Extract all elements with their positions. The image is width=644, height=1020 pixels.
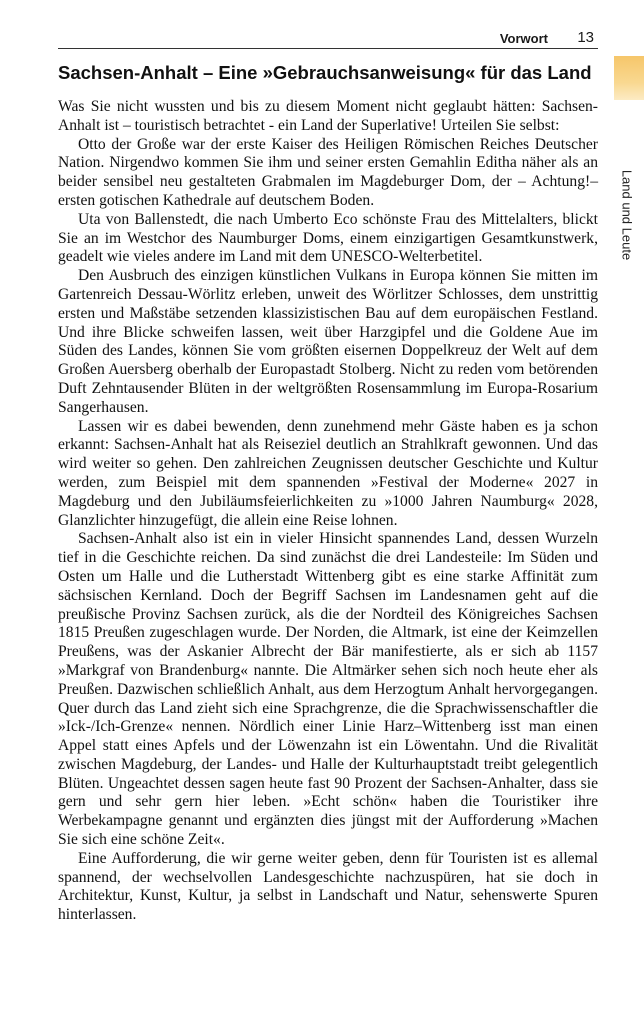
chapter-side-label <box>612 145 642 285</box>
paragraph: Otto der Große war der erste Kaiser des Heiligen Römischen Reiches Deutscher Nation. Nirgendwo kommen Sie ihm und seiner ersten Gemahlin Editha näher als an beider sensibel neu gestalteten Grabmalen im Magdeburger Dom, der – Achtung!– ersten gotischen Kathedrale auf deutschem Boden. <box>58 135 598 209</box>
paragraph: Eine Aufforderung, die wir gerne weiter geben, denn für Touristen ist es allemal spannend, der wechselvollen Landesgeschichte nachzuspüren, hat sie doch in Architektur, Kunst, Kultur, ja selbst in Landschaft und Natur, sehenswerte Spuren hinterlassen. <box>58 849 598 924</box>
chapter-tab-marker <box>614 56 644 100</box>
chapter-side-label-text: Land und Leute <box>619 169 635 261</box>
body-text <box>58 98 598 925</box>
paragraph: Lassen wir es dabei bewenden, denn zunehmend mehr Gäste haben es ja schon erkannt: Sachsen-Anhalt hat als Reiseziel deutlich an Strahlkraft gewonnen. Und das wird weiter so gehen. Den zahlreichen Zeugnissen deutscher Geschichte und Kultur werden, zum Beispiel mit dem spannenden »Festival der Moderne« 2027 in Magdeburg und den Jubiläumsfeierlichkeiten zu »1000 Jahren Naumburg« 2028, Glanzlichter hinzugefügt, die allein eine Reise lohnen. <box>58 417 598 529</box>
running-header <box>58 28 598 48</box>
header-rule <box>58 48 598 49</box>
paragraph: Den Ausbruch des einzigen künstlichen Vulkans in Europa können Sie mitten im Gartenreich Dessau-Wörlitz erleben, unweit des Wörlitzer Schlosses, dem unstrittig ersten und Maßstäbe setzenden klassizistischen Bau auf dem europäischen Festland. Und ihre Blicke schweifen lassen, weit über Harzgipfel und die Goldene Aue im Süden des Landes, können Sie vom größten eisernen Doppelkreuz der Welt auf dem Großen Auersberg oberhalb der Europastadt Stolberg. Nicht zu reden vom betörenden Duft Zehntausender Blüten in der weltgrößten Rosensammlung im Europa-Rosarium Sangerhausen. <box>58 267 598 416</box>
paragraph: Uta von Ballenstedt, die nach Umberto Eco schönste Frau des Mittelalters, blickt Sie an im Westchor des Naumburger Doms, einem einzigartigen Gesamtkunstwerk, geadelt wie vieles andere im Land mit dem UNESCO-Welterbetitel. <box>58 210 598 266</box>
header-section-title: Vorwort <box>499 31 548 46</box>
page-number: 13 <box>577 29 594 46</box>
page-title: Sachsen-Anhalt – Eine »Gebrauchsanweisung« für das Land <box>58 62 592 83</box>
paragraph: Was Sie nicht wussten und bis zu diesem Moment nicht geglaubt hätten: Sachsen-Anhalt ist – touristisch betrachtet - ein Land der Superlative! Urteilen Sie selbst: <box>58 98 598 134</box>
paragraph: Sachsen-Anhalt also ist ein in vieler Hinsicht spannendes Land, dessen Wurzeln tief in die Geschichte reichen. Da sind zunächst die drei Landesteile: Im Süden und Osten um Halle und die Lutherstadt Wittenberg gibt es eine starke Affinität zum sächsischen Kernland. Doch der Begriff Sachsen im Landesnamen geht auf die preußische Provinz Sachsen zurück, als die der Nordteil des Königreiches Sachsen 1815 Preußen zugeschlagen wurde. Der Norden, die Altmark, ist eine der Keimzellen Preußens, was der Askanier Albrecht der Bär manifestierte, als er sich ab 1157 »Markgraf von Brandenburg« nannte. Die Altmärker sehen sich noch heute eher als Preußen. Dazwischen schließlich Anhalt, aus dem Herzogtum Anhalt hervorgegangen. Quer durch das Land zieht sich eine Sprachgrenze, die die Sprachwissenschaftler die »Ick-/Ich-Grenze« nennen. Nördlich einer Linie Harz–Wittenberg isst man einen Appel statt eines Apfels und der Löwenzahn ist ein Löwentahn. Und die Rivalität zwischen Magdeburg, der Landes- und Halle der Kulturhauptstadt treibt gelegentlich Blüten. Ungeachtet dessen sagen heute fast 90 Prozent der Sachsen-Anhalter, dass sie gern und sehr gern hier leben. »Echt schön« haben die Touristiker ihre Werbekampagne genannt und ergänzten dies jüngst mit der Aufforderung »Machen Sie sich eine schöne Zeit«. <box>58 530 598 849</box>
